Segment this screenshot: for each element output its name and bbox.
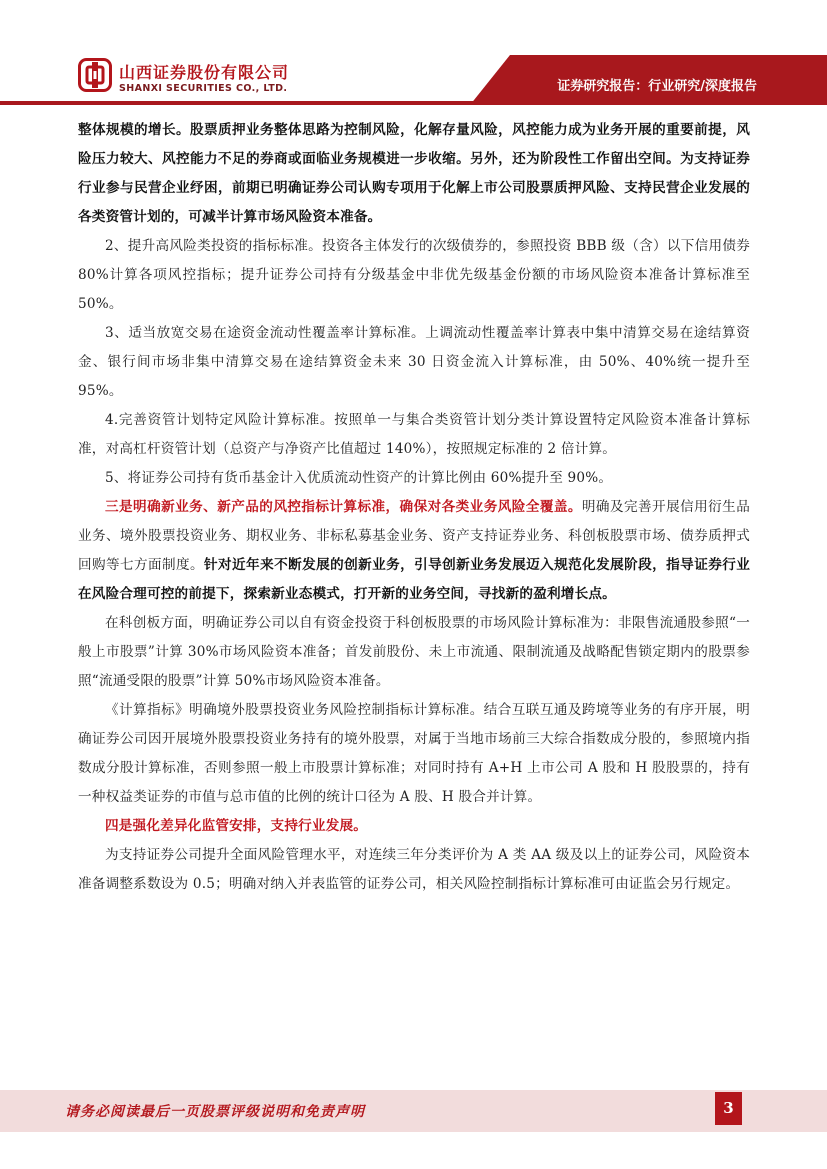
paragraph-money-fund: 5、将证券公司持有货币基金计入优质流动性资产的计算比例由 60%提升至 90%。 bbox=[105, 470, 613, 486]
report-body bbox=[78, 116, 750, 899]
paragraph-risk-capital: 为支持证券公司提升全面风险管理水平，对连续三年分类评价为 A 类 AA 级及以上的证券公司，风险资本准备调整系数设为 0.5；明确对纳入并表监管的证券公司，相关风险控制指标计算标准可由证监会另行规定。 bbox=[78, 847, 750, 892]
page-number: 3 bbox=[715, 1092, 742, 1125]
footer-disclaimer: 请务必阅读最后一页股票评级说明和免责声明 bbox=[65, 1104, 365, 1120]
heading-differentiated-supervision: 四是强化差异化监管安排，支持行业发展。 bbox=[105, 818, 368, 834]
page-header bbox=[0, 0, 827, 105]
paragraph-liquidity-coverage: 3、适当放宽交易在途资金流动性覆盖率计算标准。上调流动性覆盖率计算表中集中清算交易在途结算资金、银行间市场非集中清算交易在途结算资金未来 30 日资金流入计算标准，由 50%、40%统一提升至 95%。 bbox=[78, 325, 750, 399]
paragraph-star-market: 在科创板方面，明确证券公司以自有资金投资于科创板股票的市场风险计算标准为：非限售流通股参照“一般上市股票”计算 30%市场风险资本准备；首发前股份、未上市流通、限制流通及战略配售锁定期内的股票参照“流通受限的股票”计算 50%市场风险资本准备。 bbox=[78, 615, 750, 689]
highlight-new-business: 三是明确新业务、新产品的风控指标计算标准，确保对各类业务风险全覆盖。 bbox=[105, 499, 582, 515]
text-innovation-guidance: 针对近年来不断发展的创新业务，引导创新业务发展迈入规范化发展阶段，指导证券行业在风险合理可控的前提下，探索新业态模式，打开新的业务空间，寻找新的盈利增长点。 bbox=[78, 557, 750, 602]
paragraph-overseas-stocks: 《计算指标》明确境外股票投资业务风险控制指标计算标准。结合互联互通及跨境等业务的有序开展，明确证券公司因开展境外股票投资业务持有的境外股票，对属于当地市场前三大综合指数成分股的，参照境内指数成分股计算标准，否则参照一般上市股票计算标准；对同时持有 A+H 上市公司 A 股和 H 股股票的，持有一种权益类证券的市值与总市值的比例的统计口径为 A 股、H 股合并计算。 bbox=[78, 702, 750, 805]
paragraph-asset-management: 4.完善资管计划特定风险计算标准。按照单一与集合类资管计划分类计算设置特定风险资本准备计算标准，对高杠杆资管计划（总资产与净资产比值超过 140%），按照规定标准的 2 倍计算。 bbox=[78, 412, 750, 457]
paragraph-new-business bbox=[78, 493, 750, 609]
paragraph-high-risk-investment: 2、提升高风险类投资的指标标准。投资各主体发行的次级债券的，参照投资 BBB 级（含）以下信用债券 80%计算各项风控指标；提升证券公司持有分级基金中非优先级基金份额的市场风险资本准备计算标准至 50%。 bbox=[78, 238, 750, 312]
report-type-label: 证券研究报告：行业研究/深度报告 bbox=[557, 79, 757, 94]
paragraph-stock-pledge: 整体规模的增长。股票质押业务整体思路为控制风险，化解存量风险，风控能力成为业务开展的重要前提，风险压力较大、风控能力不足的券商或面临业务规模进一步收缩。另外，还为阶段性工作留出空间。为支持证券行业参与民营企业纾困，前期已明确证券公司认购专项用于化解上市公司股票质押风险、支持民营企业发展的各类资管计划的，可减半计算市场风险资本准备。 bbox=[78, 122, 750, 225]
text-new-business-scope: 明确及完善开展信用衍生品业务、境外股票投资业务、期权业务、非标私募基金业务、资产支持证券业务、科创板股票市场、债券质押式回购等七方面制度。 bbox=[78, 499, 750, 573]
company-name-en: SHANXI SECURITIES CO., LTD. bbox=[119, 83, 288, 94]
company-name-cn: 山西证券股份有限公司 bbox=[119, 63, 290, 82]
